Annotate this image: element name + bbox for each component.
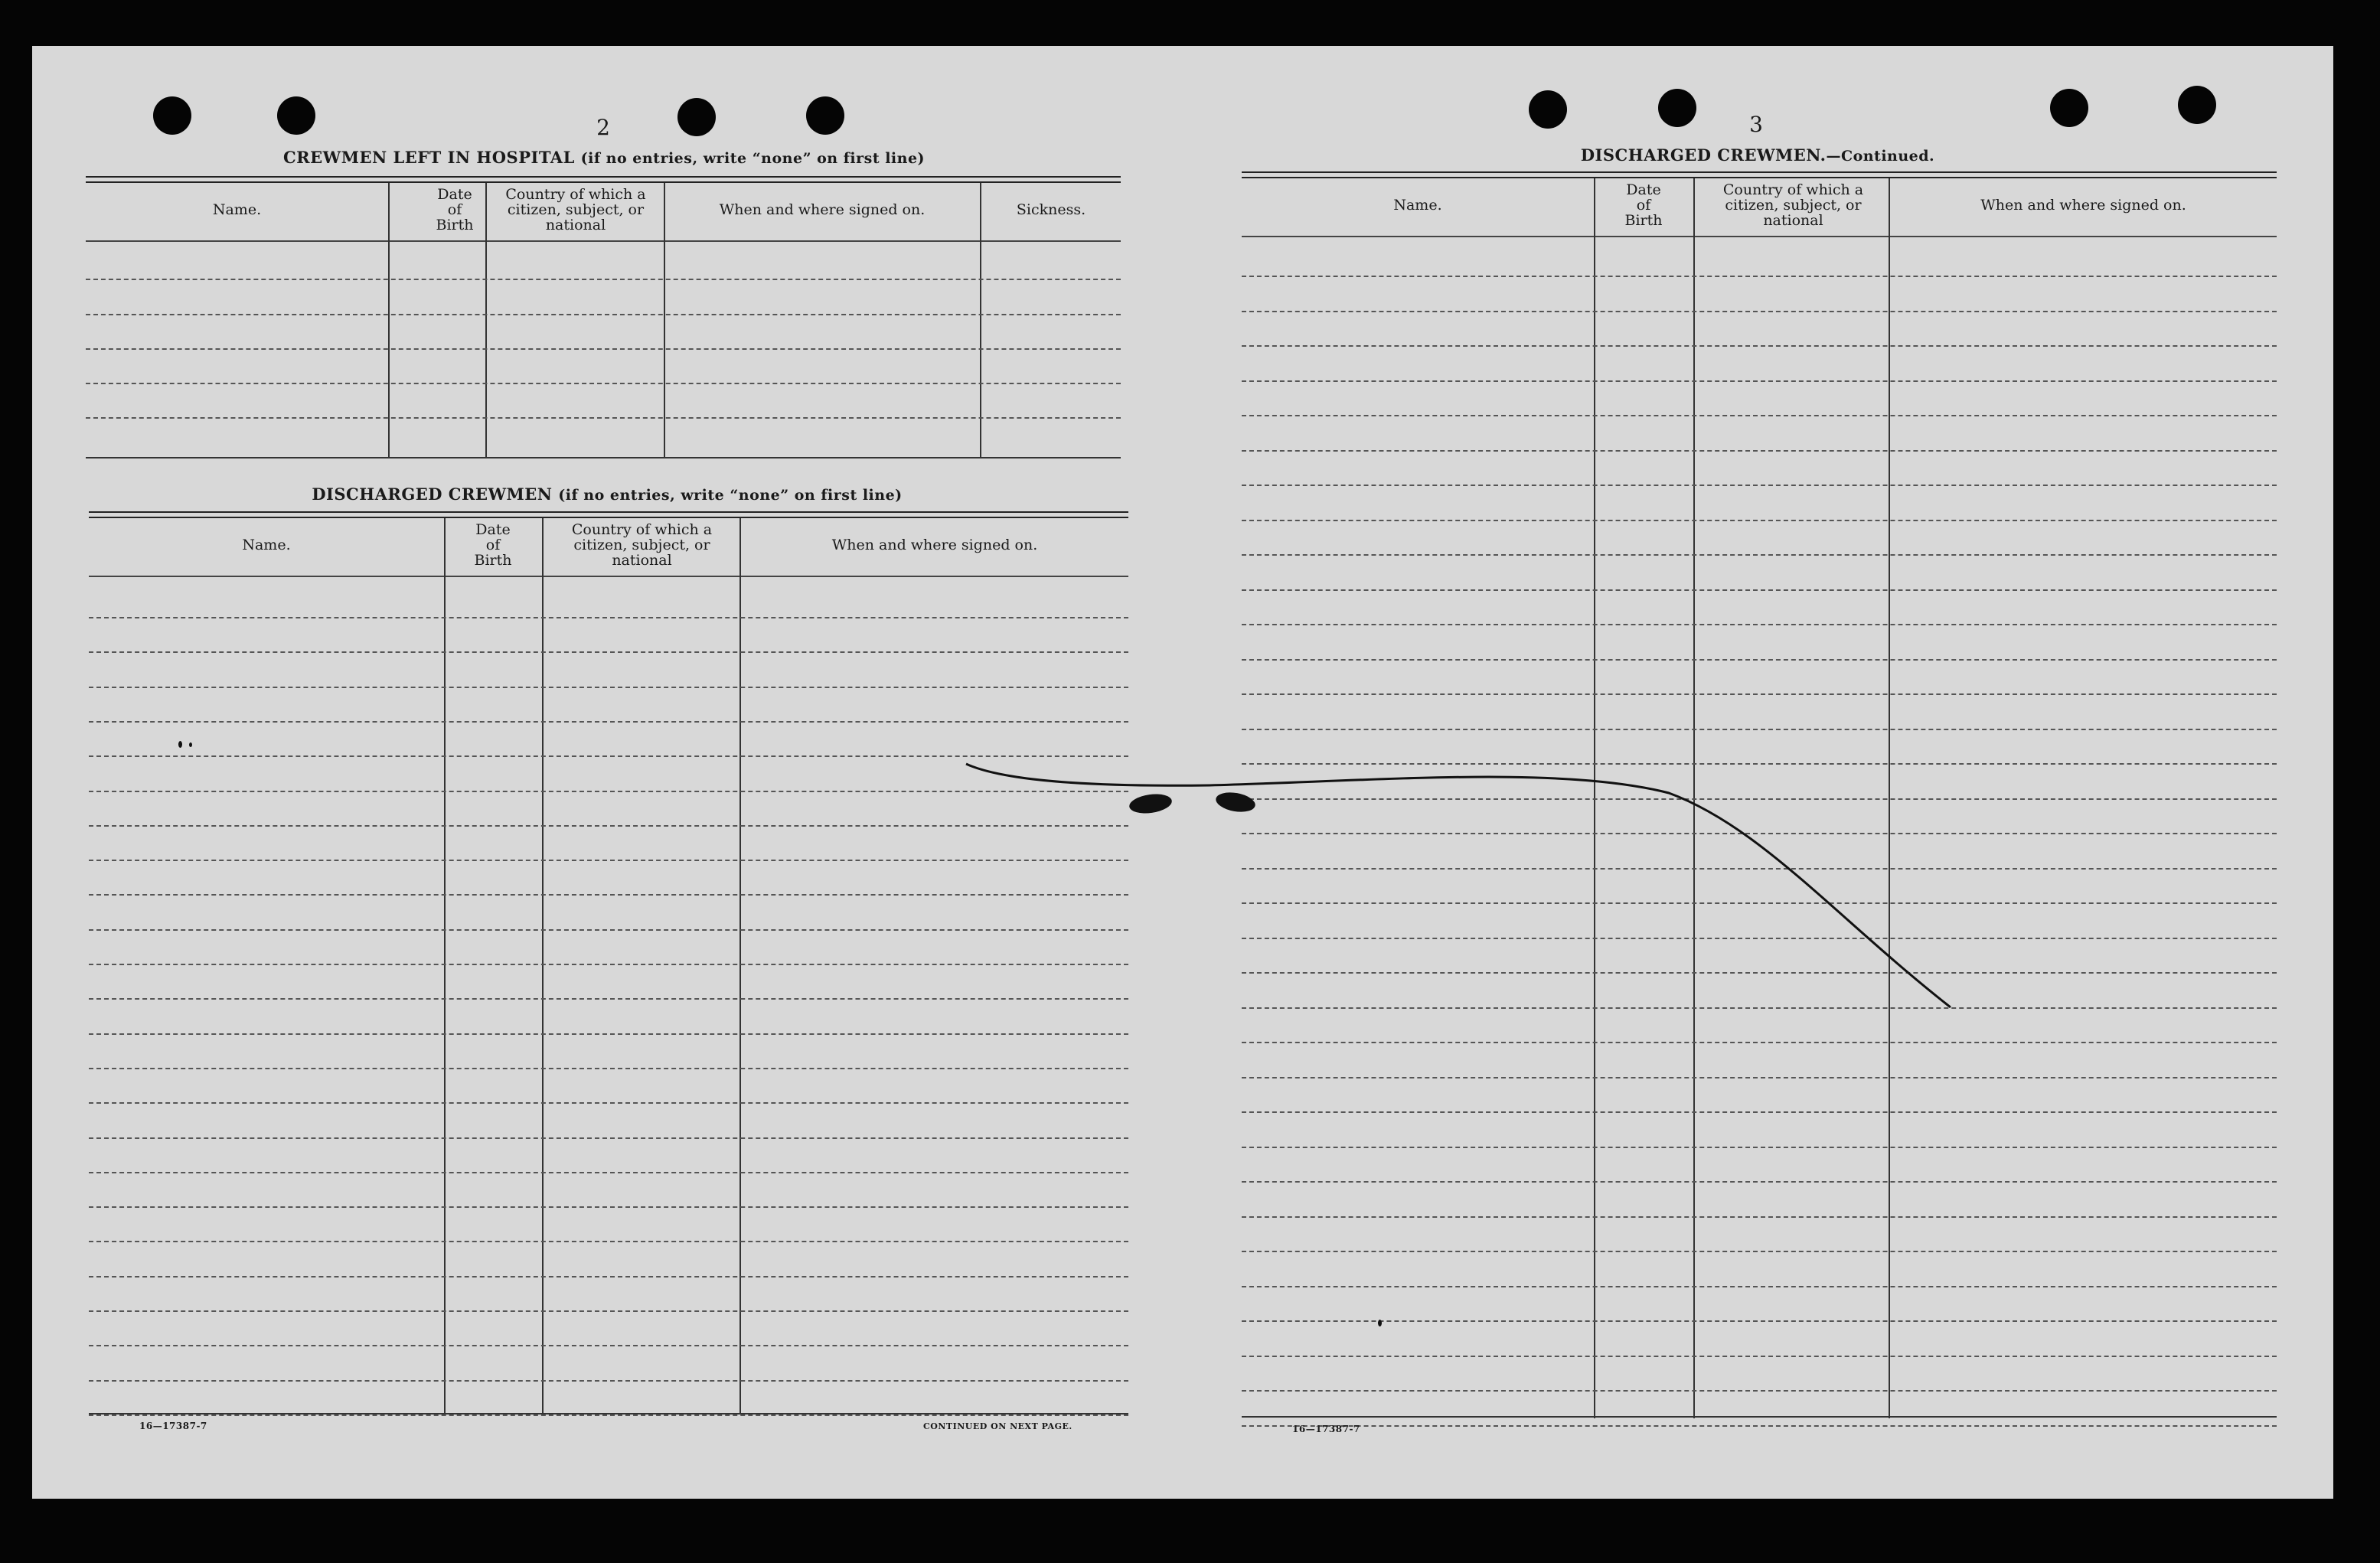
col-header-date-of-birth: Date of Birth: [1624, 181, 1663, 229]
continued-note: CONTINUED ON NEXT PAGE.: [923, 1421, 1072, 1431]
form-number-left: 16—17387-7: [139, 1421, 207, 1431]
col-header-country: Country of which a citizen, subject, or national: [571, 521, 713, 569]
col-header-name: Name.: [212, 201, 262, 218]
col-header-sickness: Sickness.: [1016, 201, 1086, 218]
col-header-country: Country of which a citizen, subject, or national: [1722, 181, 1864, 229]
col-header-signed-on: When and where signed on.: [831, 537, 1038, 553]
discharged-instruction: (if no entries, write “none” on first line): [558, 487, 903, 504]
col-header-date-of-birth: Date of Birth: [474, 521, 512, 569]
form-number-right: 16—17387-7: [1292, 1424, 1360, 1434]
page-number-right: 3: [1749, 112, 1763, 137]
col-header-signed-on: When and where signed on.: [1980, 197, 2186, 214]
hospital-title: CREWMEN LEFT IN HOSPITAL: [282, 148, 575, 167]
col-header-signed-on: When and where signed on.: [719, 201, 926, 218]
hospital-instruction: (if no entries, write “none” on first line): [580, 150, 926, 167]
discharged-continued-suffix: —Continued.: [1826, 148, 1935, 165]
col-header-country: Country of which a citizen, subject, or national: [505, 186, 646, 233]
col-header-name: Name.: [1393, 197, 1442, 214]
page-number-left: 2: [596, 115, 610, 140]
col-header-name: Name.: [242, 537, 291, 553]
discharged-title: DISCHARGED CREWMEN: [312, 485, 553, 504]
col-header-date-of-birth: Date of Birth: [436, 186, 474, 233]
discharged-continued-heading: DISCHARGED CREWMEN.: [1580, 145, 1827, 165]
